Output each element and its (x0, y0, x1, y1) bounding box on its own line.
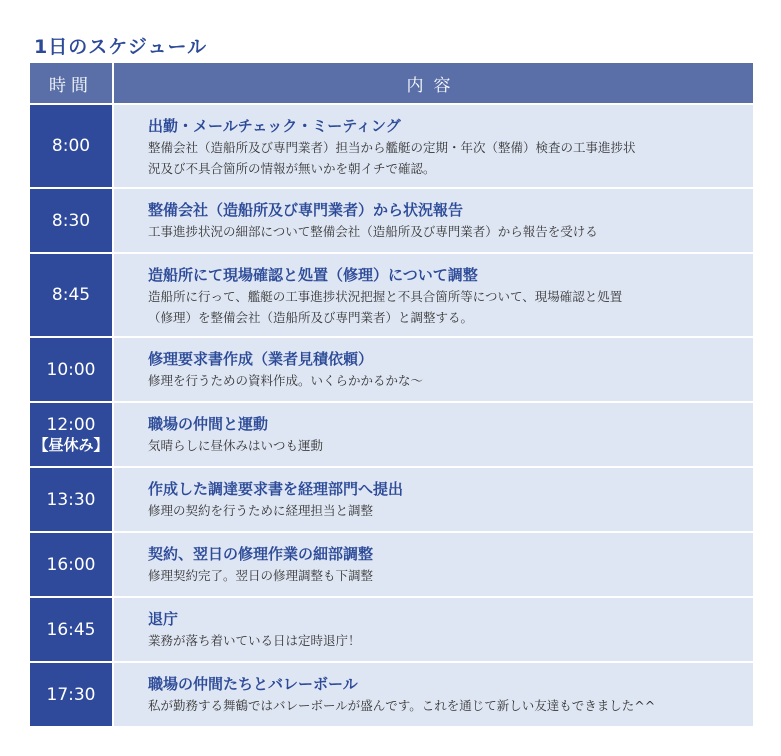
activity-description (148, 565, 743, 586)
content-cell (114, 338, 753, 401)
time-label: 8:45 (51, 285, 91, 305)
description-line: 整備会社（造船所及び専門業者）担当から艦艇の定期・年次（整備）検査の工事進捗状 (148, 140, 636, 155)
activity-heading: 整備会社（造船所及び専門業者）から状況報告 (148, 201, 464, 219)
table-row (30, 468, 753, 531)
activity-heading: 職場の仲間と運動 (148, 415, 269, 433)
time-cell (30, 254, 112, 336)
header-time: 時間 (30, 63, 112, 103)
time-cell (30, 468, 112, 531)
table-header (30, 63, 753, 103)
content-cell (114, 533, 753, 596)
activity-heading: 作成した調達要求書を経理部門へ提出 (148, 480, 404, 498)
table-row (30, 105, 753, 187)
time-cell (30, 533, 112, 596)
activity-heading: 修理要求書作成（業者見積依頼） (148, 350, 374, 368)
content-cell (114, 468, 753, 531)
description-line: 工事進捗状況の細部について整備会社（造船所及び専門業者）から報告を受ける (148, 224, 598, 239)
time-label: 12:00 (46, 414, 96, 435)
schedule-table (30, 63, 753, 728)
description-line: 私が勤務する舞鶴ではバレーボールが盛んです。これを通じて新しい友達もできました^^ (148, 698, 656, 713)
description-line: 気晴らしに昼休みはいつも運動 (148, 438, 324, 453)
table-row (30, 663, 753, 726)
time-cell (30, 598, 112, 661)
description-line: 業務が落ち着いている日は定時退庁！ (148, 633, 361, 648)
time-label: 16:00 (46, 554, 96, 575)
content-cell (114, 403, 753, 466)
table-row (30, 254, 753, 336)
activity-heading: 造船所にて現場確認と処置（修理）について調整 (148, 266, 478, 284)
activity-heading: 契約、翌日の修理作業の細部調整 (148, 545, 374, 563)
time-label: 8:00 (51, 136, 91, 156)
content-cell (114, 598, 753, 661)
table-row (30, 598, 753, 661)
activity-heading: 退庁 (148, 610, 179, 628)
time-note: 【昼休み】 (33, 435, 109, 454)
time-cell (30, 338, 112, 401)
table-row (30, 403, 753, 466)
description-line: 造船所に行って、艦艇の工事進捗状況把握と不具合箇所等について、現場確認と処置 (148, 289, 623, 304)
description-line: 修理を行うための資料作成。いくらかかるかな～ (148, 373, 424, 388)
activity-description (148, 435, 743, 456)
activity-description (148, 370, 743, 391)
activity-description (148, 500, 743, 521)
activity-description (148, 221, 743, 242)
activity-description (148, 695, 743, 716)
activity-heading: 出勤・メールチェック・ミーティング (148, 117, 401, 135)
time-cell (30, 403, 112, 466)
time-label: 17:30 (46, 684, 96, 705)
description-line: （修理）を整備会社（造船所及び専門業者）と調整する。 (148, 310, 474, 325)
time-cell (30, 105, 112, 187)
time-label: 10:00 (46, 359, 96, 380)
table-row (30, 338, 753, 401)
description-line: 修理の契約を行うために経理担当と調整 (148, 503, 374, 518)
table-row (30, 533, 753, 596)
content-cell (114, 663, 753, 726)
activity-heading: 職場の仲間たちとバレーボール (148, 675, 358, 693)
time-label: 13:30 (46, 489, 96, 510)
activity-description (148, 286, 743, 328)
content-cell (114, 105, 753, 187)
header-content: 内容 (114, 63, 753, 103)
time-cell (30, 189, 112, 252)
activity-description (148, 137, 743, 179)
time-cell (30, 663, 112, 726)
content-cell (114, 189, 753, 252)
content-cell (114, 254, 753, 336)
time-label: 8:30 (51, 210, 91, 231)
page-title: 1日のスケジュール (34, 36, 208, 58)
activity-description (148, 630, 743, 651)
description-line: 況及び不具合箇所の情報が無いかを朝イチで確認。 (148, 161, 436, 176)
description-line: 修理契約完了。翌日の修理調整も下調整 (148, 568, 374, 583)
table-row (30, 189, 753, 252)
time-label: 16:45 (46, 619, 96, 640)
